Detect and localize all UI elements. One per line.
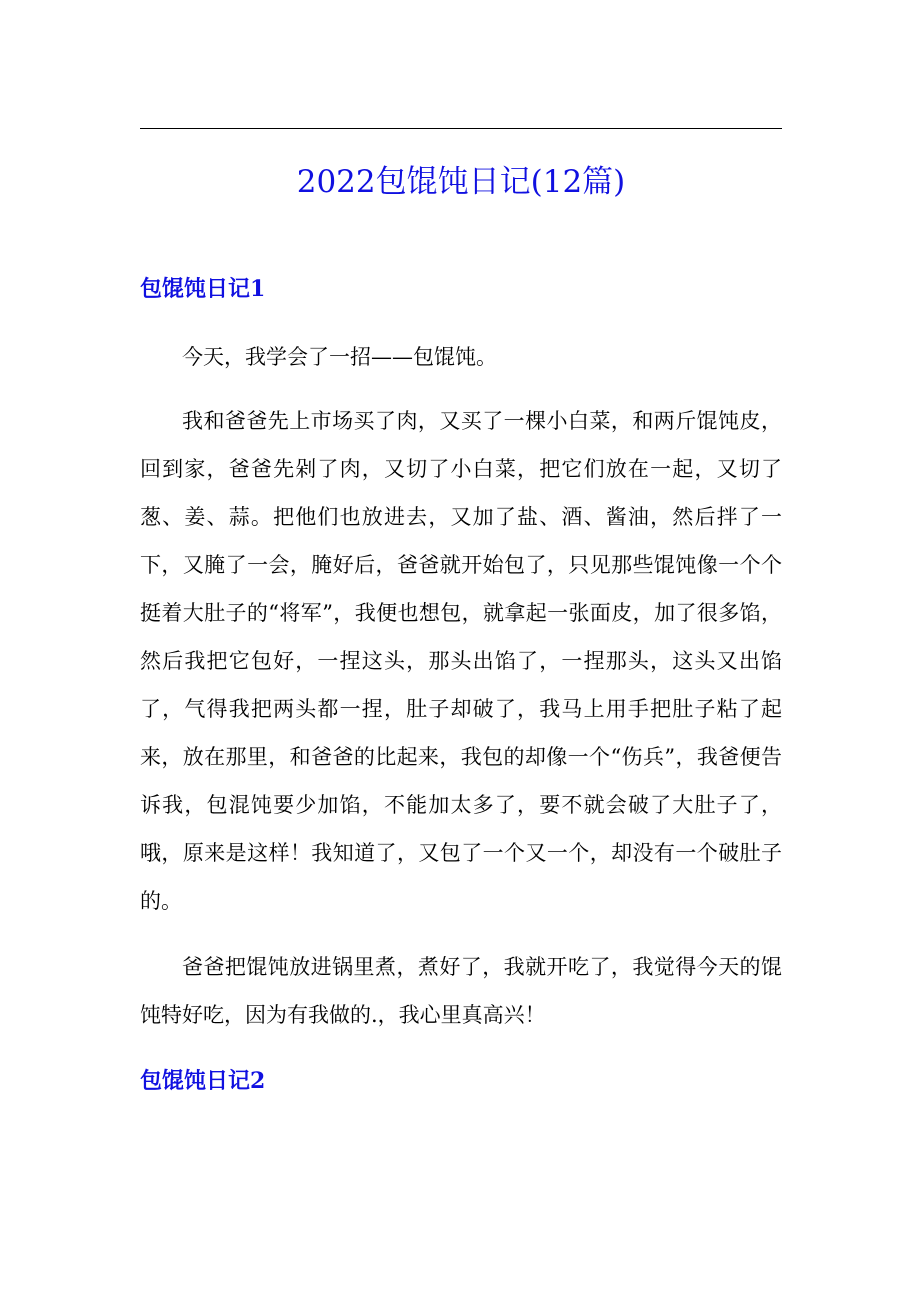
document-title: 2022包馄饨日记(12篇) (296, 164, 626, 200)
section-heading-1: 包馄饨日记1 (140, 276, 266, 302)
paragraph-text: 我和爸爸先上市场买了肉，又买了一棵小白菜，和两斤馄饨皮，回到家，爸爸先剁了肉，又切了小白菜，把它们放在一起，又切了葱、姜、蒜。把他们也放进去，又加了盐、酒、酱油，然后拌了一下，又腌了一会，腌好后，爸爸就开始包了，只见那些馄饨像一个个挺着大肚子的“将军”，我便也想包，就拿起一张面皮，加了很多馅，然后我把它包好，一捏这头，那头出馅了，一捏那头，这头又出馅了，气得我把两头都一捏，肚子却破了，我马上用手把肚子粘了起来，放在那里，和爸爸的比起来，我包的却像一个“伤兵”，我爸便告诉我，包混饨要少加馅，不能加太多了，要不就会破了大肚子了，哦，原来是这样！我知道了，又包了一个又一个，却没有一个破肚子的。 (140, 409, 782, 913)
paragraph-text: 爸爸把馄饨放进锅里煮，煮好了，我就开吃了，我觉得今天的馄饨特好吃，因为有我做的.，我心里真高兴！ (140, 955, 782, 1027)
paragraph-text: 今天，我学会了一招——包馄饨。 (182, 345, 497, 369)
paragraph-3 (140, 943, 782, 1039)
header-rule (140, 128, 782, 129)
section-heading-2: 包馄饨日记2 (140, 1068, 266, 1094)
paragraph-1 (140, 333, 782, 381)
paragraph-2 (140, 397, 782, 925)
